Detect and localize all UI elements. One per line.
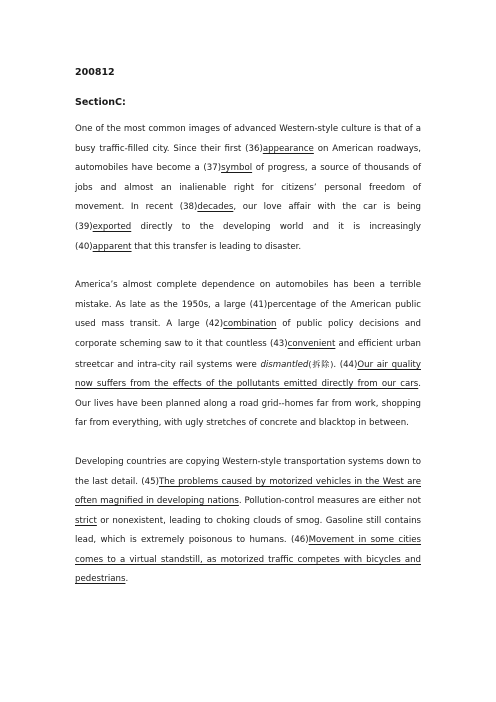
underlined-answer: convenient xyxy=(287,338,336,349)
body-text: Developing countries are copying Western-style transportation systems down to the last detail. (45) xyxy=(75,456,421,487)
underlined-answer: strict xyxy=(75,515,97,526)
body-text: . Our lives have been planned along a road grid--homes far from work, shopping far from everything, with ugly stretches of concrete and blacktop in between. xyxy=(75,379,421,429)
italic-term: dismantled xyxy=(260,359,309,370)
paragraph-america xyxy=(75,276,421,434)
body-text: on American roadways, automobiles have become a (37) xyxy=(75,143,421,174)
gloss-text: (拆除) xyxy=(308,359,334,369)
underlined-answer: combination xyxy=(223,319,277,330)
underlined-answer: symbol xyxy=(221,163,253,174)
body-text: , our love affair with the car is being (39) xyxy=(75,202,421,232)
paragraph-developing xyxy=(75,453,421,590)
body-text: directly to the developing world and it is increasingly (40) xyxy=(75,221,421,252)
body-text: . (44) xyxy=(333,359,358,370)
underlined-answer: The problems caused by motorized vehicles in the West are often magnified in developing nations xyxy=(75,476,422,507)
underlined-answer: Our air quality now suffers from the effects of the pollutants emitted directly from our cars xyxy=(75,359,421,390)
body-text: of progress, a source of thousands of jobs and almost an inalienable right for citizens’ personal freedom of movement. In recent (38) xyxy=(75,163,421,213)
underlined-answer: decades xyxy=(197,202,234,213)
underlined-answer: exported xyxy=(92,221,132,232)
body-text: or nonexistent, leading to choking clouds of smog. Gasoline still contains lead, which is extremely poisonous to humans. (46) xyxy=(75,515,421,546)
body-text: and efficient urban streetcar and intra-city rail systems were xyxy=(75,338,421,370)
document-id: 200812 xyxy=(75,67,115,78)
underlined-answer: appearance xyxy=(262,143,314,154)
body-text: . Pollution-control measures are either not xyxy=(238,496,421,507)
body-text: of public policy decisions and corporate scheming saw to it that countless (43) xyxy=(75,319,421,349)
document-page xyxy=(75,66,421,590)
underlined-answer: Movement in some cities comes to a virtual standstill, as motorized traffic competes with bicycles and pedestrians xyxy=(75,535,422,585)
paragraph-intro xyxy=(75,120,421,257)
body-text: . xyxy=(125,574,129,585)
underlined-answer: apparent xyxy=(92,241,132,252)
section-heading: SectionC: xyxy=(75,97,126,108)
body-text: that this transfer is leading to disaster. xyxy=(131,241,302,252)
body-text: One of the most common images of advanced Western-style culture is that of a busy traffic-filled city. Since their first (36) xyxy=(75,124,421,154)
body-text: America’s almost complete dependence on automobiles has been a terrible mistake. As late as the 1950s, a large (41)percentage of the American public used mass transit. A large (42) xyxy=(75,280,421,330)
